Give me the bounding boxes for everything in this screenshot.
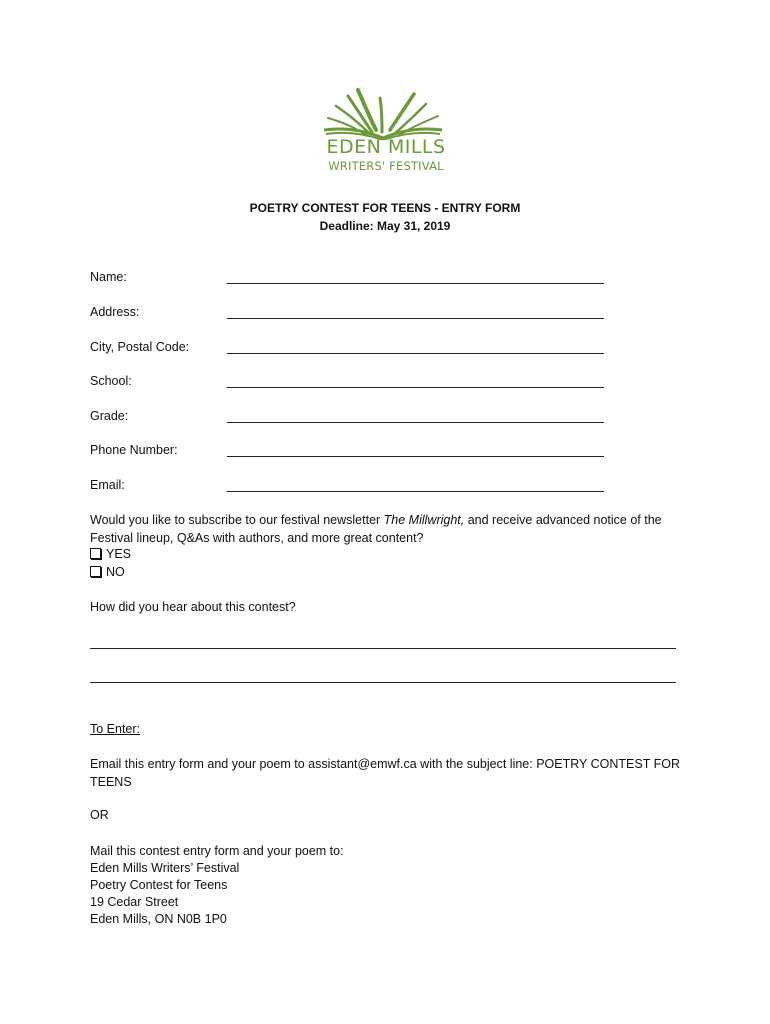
newsletter-question-text-end: and receive advanced notice of the Festival lineup, Q&As with authors, and more great content? xyxy=(90,513,662,545)
field-phone xyxy=(90,443,610,463)
field-grade xyxy=(90,409,610,429)
to-enter-heading: To Enter: xyxy=(90,722,141,736)
name-input-line[interactable] xyxy=(227,283,604,284)
field-email xyxy=(90,478,610,498)
school-input-line[interactable] xyxy=(227,387,604,388)
eden-mills-logo xyxy=(318,84,448,176)
option-yes-label: YES xyxy=(106,547,132,561)
grade-input-line[interactable] xyxy=(227,422,604,423)
logo-text-eden-mills: EDEN MILLS xyxy=(326,136,446,158)
field-label: Phone Number: xyxy=(90,443,178,457)
field-city-postal xyxy=(90,340,610,360)
newsletter-question-text: Would you like to subscribe to our festival newsletter xyxy=(90,513,384,527)
field-address xyxy=(90,305,610,325)
email-input-line[interactable] xyxy=(227,491,604,492)
mailing-address-line-4: Eden Mills, ON N0B 1P0 xyxy=(90,912,227,926)
address-input-line[interactable] xyxy=(227,318,604,319)
hear-about-question: How did you hear about this contest? xyxy=(90,600,296,614)
logo-text-writers-festival: WRITERS' FESTIVAL xyxy=(328,159,444,173)
city-postal-input-line[interactable] xyxy=(227,353,604,354)
field-label: City, Postal Code: xyxy=(90,340,190,354)
mailing-address-line-2: Poetry Contest for Teens xyxy=(90,878,228,892)
field-label: Address: xyxy=(90,305,140,319)
option-no[interactable] xyxy=(90,565,125,583)
field-label: Name: xyxy=(90,270,127,284)
mail-instruction: Mail this contest entry form and your poem to: xyxy=(90,844,344,858)
field-name xyxy=(90,270,610,290)
option-yes[interactable] xyxy=(90,547,131,565)
mailing-address-line-3: 19 Cedar Street xyxy=(90,895,179,909)
checkbox-icon[interactable] xyxy=(90,548,101,559)
field-label: School: xyxy=(90,374,132,388)
open-book-icon xyxy=(318,84,448,140)
form-title: POETRY CONTEST FOR TEENS - ENTRY FORM xyxy=(249,201,521,215)
hear-about-answer-line-2[interactable] xyxy=(90,682,676,683)
mailing-address-line-1: Eden Mills Writers’ Festival xyxy=(90,861,240,875)
checkbox-icon[interactable] xyxy=(90,566,101,577)
field-school xyxy=(90,374,610,394)
field-label: Grade: xyxy=(90,409,129,423)
email-instruction: Email this entry form and your poem to assistant@emwf.ca with the subject line: POETRY CONTEST FOR TEENS xyxy=(90,757,680,789)
option-no-label: NO xyxy=(106,565,125,579)
hear-about-answer-line-1[interactable] xyxy=(90,648,676,649)
field-label: Email: xyxy=(90,478,125,492)
or-separator: OR xyxy=(90,808,109,822)
newsletter-title: The Millwright, xyxy=(383,513,465,527)
form-deadline: Deadline: May 31, 2019 xyxy=(319,219,451,233)
phone-input-line[interactable] xyxy=(227,456,604,457)
newsletter-question xyxy=(90,512,690,547)
